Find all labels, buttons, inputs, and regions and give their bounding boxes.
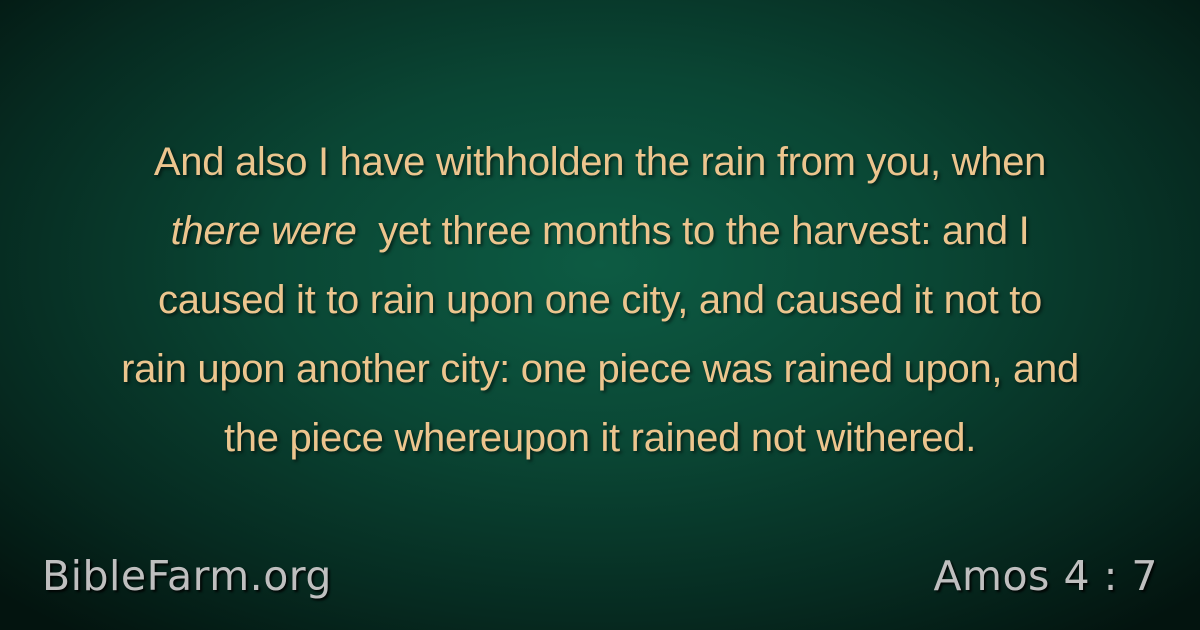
verse-line-4: rain upon another city: one piece was rained upon, and [121,347,1079,391]
site-name: BibleFarm.org [42,552,332,600]
verse-line-2-rest: yet three months to the harvest: and I [378,209,1030,253]
verse-line-1: And also I have withholden the rain from you, when [153,140,1047,184]
verse-text [40,128,1160,473]
verse-reference: Amos 4 : 7 [933,552,1158,600]
verse-italic-phrase: there were [170,209,357,253]
verse-line-5: the piece whereupon it rained not withered. [223,416,977,460]
verse-line-2 [40,197,1160,266]
verse-line-3: caused it to rain upon one city, and caused it not to [158,278,1042,322]
